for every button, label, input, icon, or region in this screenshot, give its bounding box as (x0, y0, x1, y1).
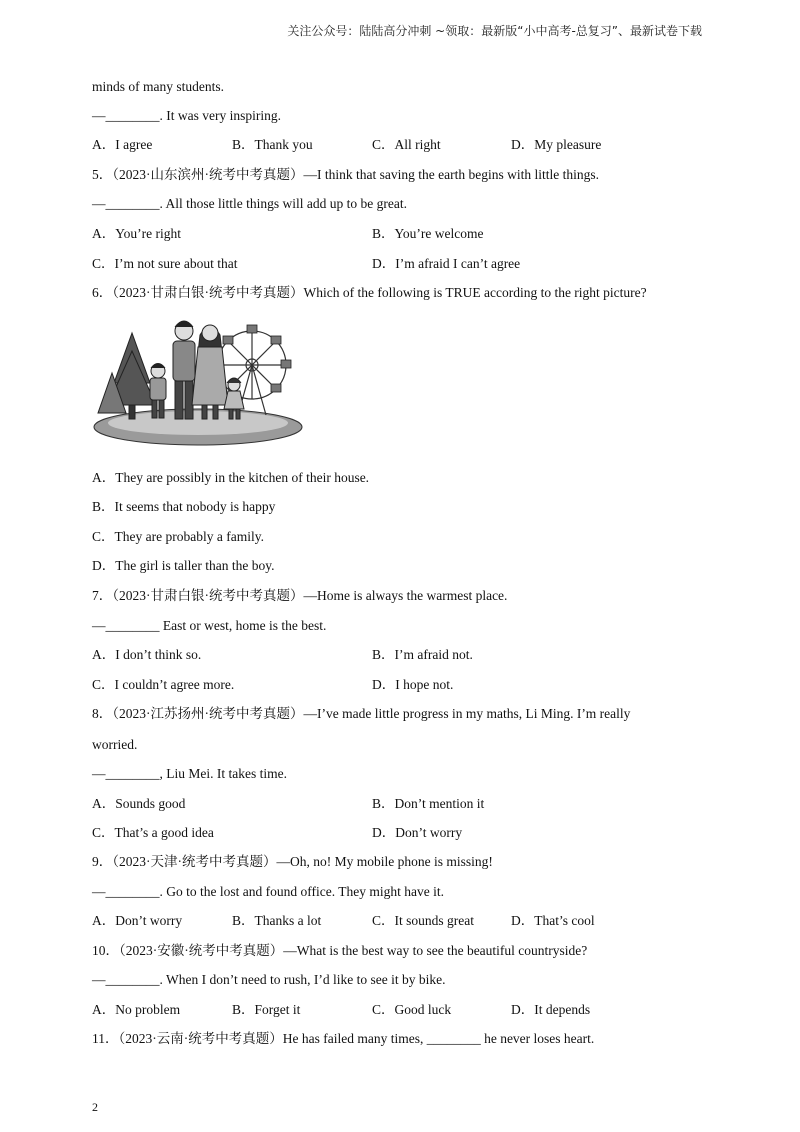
q7-option-c: C．I couldn’t agree more. (92, 677, 235, 692)
q11-stem: 11．（2023·云南·统考中考真题）He has failed many times, ________ he never loses heart. (92, 1031, 595, 1046)
q8-option-c: C．That’s a good idea (92, 825, 214, 840)
q10-option-b: B．Forget it (232, 1002, 301, 1017)
q4-reply: —________. It was very inspiring. (92, 108, 281, 123)
q10-option-d: D．It depends (511, 1002, 591, 1017)
q8-stem-continued: worried. (92, 737, 138, 752)
q9-option-d: D．That’s cool (511, 913, 595, 928)
q8-option-d: D．Don’t worry (372, 825, 463, 840)
q6-option-b: B．It seems that nobody is happy (92, 499, 276, 514)
page-header-banner: 关注公众号：陆陆高分冲刺 ~领取：最新版“小中高考-总复习”、最新试卷下载 (287, 24, 702, 38)
q10-option-c: C．Good luck (372, 1002, 452, 1017)
q8-option-a: A．Sounds good (92, 796, 186, 811)
q10-option-a: A．No problem (92, 1002, 181, 1017)
q4-option-d: D．My pleasure (511, 137, 602, 152)
q6-option-a: A．They are possibly in the kitchen of their house. (92, 470, 370, 485)
q9-reply: —________. Go to the lost and found office. They might have it. (92, 884, 444, 899)
family-picture (92, 313, 304, 449)
q9-option-b: B．Thanks a lot (232, 913, 322, 928)
q4-option-a: A．I agree (92, 137, 153, 152)
q6-stem: 6．（2023·甘肃白银·统考中考真题）Which of the following is TRUE according to the right picture? (92, 285, 647, 300)
q9-option-c: C．It sounds great (372, 913, 474, 928)
q10-stem: 10．（2023·安徽·统考中考真题）—What is the best way to see the beautiful countryside? (92, 943, 588, 958)
q5-option-d: D．I’m afraid I can’t agree (372, 256, 521, 271)
q7-reply: —________ East or west, home is the best. (92, 618, 327, 633)
q5-option-a: A．You’re right (92, 226, 182, 241)
q4-stem-tail: minds of many students. (92, 79, 224, 94)
q7-option-b: B．I’m afraid not. (372, 647, 473, 662)
page-number: 2 (92, 1100, 98, 1114)
q6-option-c: C．They are probably a family. (92, 529, 264, 544)
q5-option-c: C．I’m not sure about that (92, 256, 238, 271)
q7-stem: 7．（2023·甘肃白银·统考中考真题）—Home is always the warmest place. (92, 588, 508, 603)
q5-option-b: B．You’re welcome (372, 226, 484, 241)
q7-option-d: D．I hope not. (372, 677, 454, 692)
q5-reply: —________. All those little things will add up to be great. (92, 196, 407, 211)
q9-option-a: A．Don’t worry (92, 913, 183, 928)
q6-option-d: D．The girl is taller than the boy. (92, 558, 275, 573)
q4-option-b: B．Thank you (232, 137, 313, 152)
q7-option-a: A．I don’t think so. (92, 647, 202, 662)
q8-reply: —________, Liu Mei. It takes time. (92, 766, 287, 781)
q10-reply: —________. When I don’t need to rush, I’d like to see it by bike. (92, 972, 446, 987)
q5-stem: 5．（2023·山东滨州·统考中考真题）—I think that saving the earth begins with little things. (92, 167, 599, 182)
q4-option-c: C．All right (372, 137, 441, 152)
q9-stem: 9．（2023·天津·统考中考真题）—Oh, no! My mobile phone is missing! (92, 854, 493, 869)
q8-option-b: B．Don’t mention it (372, 796, 485, 811)
q8-stem: 8．（2023·江苏扬州·统考中考真题）—I’ve made little progress in my maths, Li Ming. I’m really (92, 706, 631, 721)
